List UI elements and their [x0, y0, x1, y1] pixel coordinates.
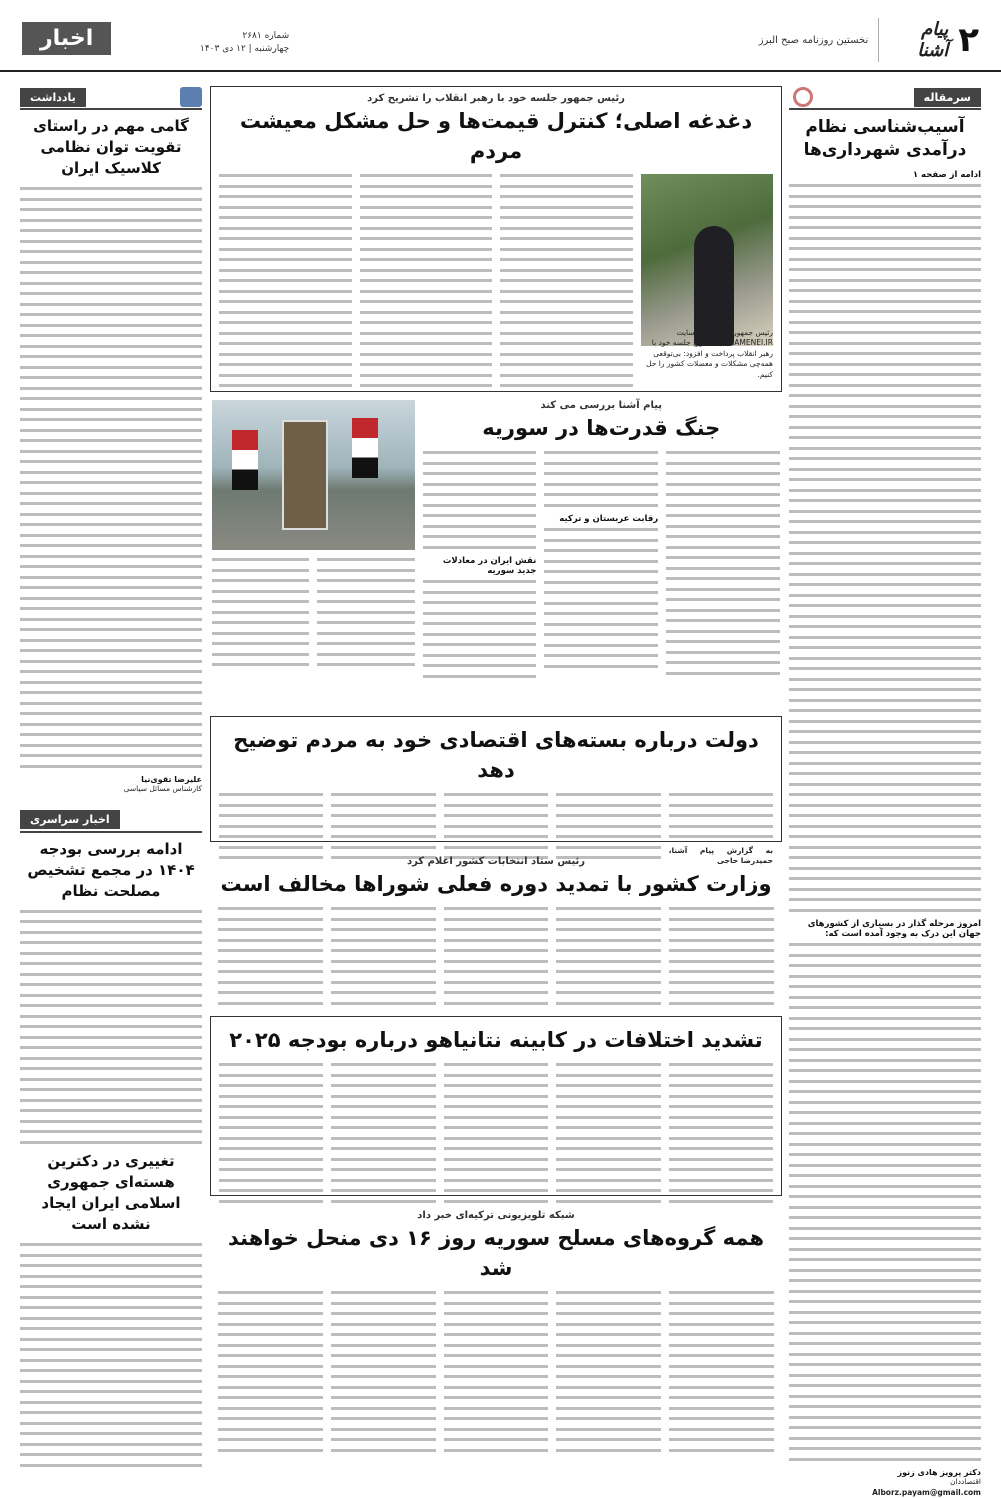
editorial-column — [789, 86, 981, 1416]
article-economy — [210, 716, 782, 842]
article-president-headline: دغدغه اصلی؛ کنترل قیمت‌ها و حل مشکل معیشت مردم — [219, 106, 773, 166]
syria-sub-saudi-turkey: رقابت عربستان و ترکیه — [544, 514, 658, 524]
editorial-subheading: امروز مرحله گذار در بسیاری از کشورهای جهان این درک به وجود آمده است که: — [789, 919, 981, 939]
page-number: ۲ — [958, 20, 979, 60]
masthead-brand — [759, 18, 979, 62]
note-tag: یادداشت — [20, 88, 86, 107]
masthead-tagline: نخستین روزنامه صبح البرز — [759, 35, 869, 46]
budget-news-title: ادامه بررسی بودجه ۱۴۰۴ در مجمع تشخیص مصلحت نظام — [20, 839, 202, 902]
article-president — [210, 86, 782, 392]
masthead — [0, 0, 1001, 72]
news-tag-row — [20, 809, 202, 833]
editorial-tag-row — [789, 86, 981, 110]
note-tag-row — [20, 86, 202, 110]
syria-flag-right — [352, 418, 378, 478]
editorial-tag: سرمقاله — [914, 88, 981, 107]
nuclear-news-title: تغییری در دکترین هسته‌ای جمهوری اسلامی ایران ایجاد نشده است — [20, 1151, 202, 1235]
article-syria-kicker: پیام آشنا بررسی می کند — [423, 400, 780, 411]
editorial-author-role: اقتصاددان — [789, 1477, 981, 1488]
article-syria — [210, 400, 782, 702]
article-israel-budget-body — [219, 1063, 773, 1210]
section-label: اخبار — [22, 22, 111, 55]
article-syria-body-2 — [212, 558, 415, 674]
notepad-icon — [180, 87, 202, 107]
editorial-body — [789, 184, 981, 912]
issue-info — [200, 30, 289, 56]
damascus-photo — [212, 400, 415, 550]
article-syria-body — [423, 451, 780, 685]
syria-sub-iran-role: نقش ایران در معادلات جدید سوریه — [423, 556, 537, 576]
notes-column — [20, 86, 202, 1416]
article-councils-kicker: رئیس ستاد انتخابات کشور اعلام کرد — [218, 856, 774, 867]
news-tag: اخبار سراسری — [20, 810, 120, 829]
article-syria-groups-body — [218, 1291, 774, 1459]
article-syria-groups-kicker: شبکه تلویزیونی ترکیه‌ای خبر داد — [218, 1210, 774, 1221]
article-councils-headline: وزارت کشور با تمدید دوره فعلی شوراها مخالف است — [218, 869, 774, 899]
nuclear-news-body — [20, 1243, 202, 1467]
article-president-body — [219, 174, 773, 395]
note-author: علیرضا تقوی‌نیا — [20, 775, 202, 784]
president-photo — [641, 174, 774, 346]
editorial-title: آسیب‌شناسی نظام درآمدی شهرداری‌ها — [789, 116, 981, 162]
torn-banner — [282, 420, 328, 530]
issue-number: شماره ۲۶۸۱ — [200, 30, 289, 43]
editorial-body-2 — [789, 943, 981, 1461]
article-president-kicker: رئیس جمهور جلسه خود با رهبر انقلاب را تشریح کرد — [219, 93, 773, 104]
article-syria-groups — [210, 1204, 782, 1416]
article-economy-headline: دولت درباره بسته‌های اقتصادی خود به مردم توضیح دهد — [219, 725, 773, 785]
article-israel-budget — [210, 1016, 782, 1196]
editorial-author: دکتر پرویز هادی زنوز — [789, 1468, 981, 1477]
article-syria-headline: جنگ قدرت‌ها در سوریه — [423, 413, 780, 443]
note-author-role: کارشناس مسائل سیاسی — [20, 784, 202, 795]
article-councils — [210, 850, 782, 1010]
editorial-email[interactable]: Alborz.payam@gmail.com — [789, 1488, 981, 1498]
budget-news-body — [20, 910, 202, 1144]
syria-flag-left — [232, 430, 258, 490]
note-title: گامی مهم در راستای تقویت توان نظامی کلاسیک ایران — [20, 116, 202, 179]
editorial-lead: ادامه از صفحه ۱ — [789, 170, 981, 180]
article-syria-layout — [212, 400, 780, 685]
note-body — [20, 187, 202, 768]
article-economy-source: به گزارش پیام آشنا، حمیدرضا حاجی — [669, 846, 773, 867]
editorial-icon — [793, 87, 813, 107]
president-photo-caption: رئیس جمهور در گفتگو با سایت KHAMENEI.IR به تشریح جلسه خود با رهبر انقلاب پرداخت و افزود: بی‌توقعی همه‌چی مشکلات و معضلات کشور را حل کنیم. — [641, 328, 774, 381]
article-syria-groups-headline: همه گروه‌های مسلح سوریه روز ۱۶ دی منحل خواهند شد — [218, 1223, 774, 1283]
article-councils-body — [218, 907, 774, 1012]
main-column — [210, 86, 782, 1416]
newspaper-logo: پیام آشنا — [878, 18, 948, 62]
issue-date: چهارشنبه | ۱۲ دی ۱۴۰۳ — [200, 43, 289, 56]
article-israel-budget-headline: تشدید اختلافات در کابینه نتانیاهو درباره بودجه ۲۰۲۵ — [219, 1025, 773, 1055]
